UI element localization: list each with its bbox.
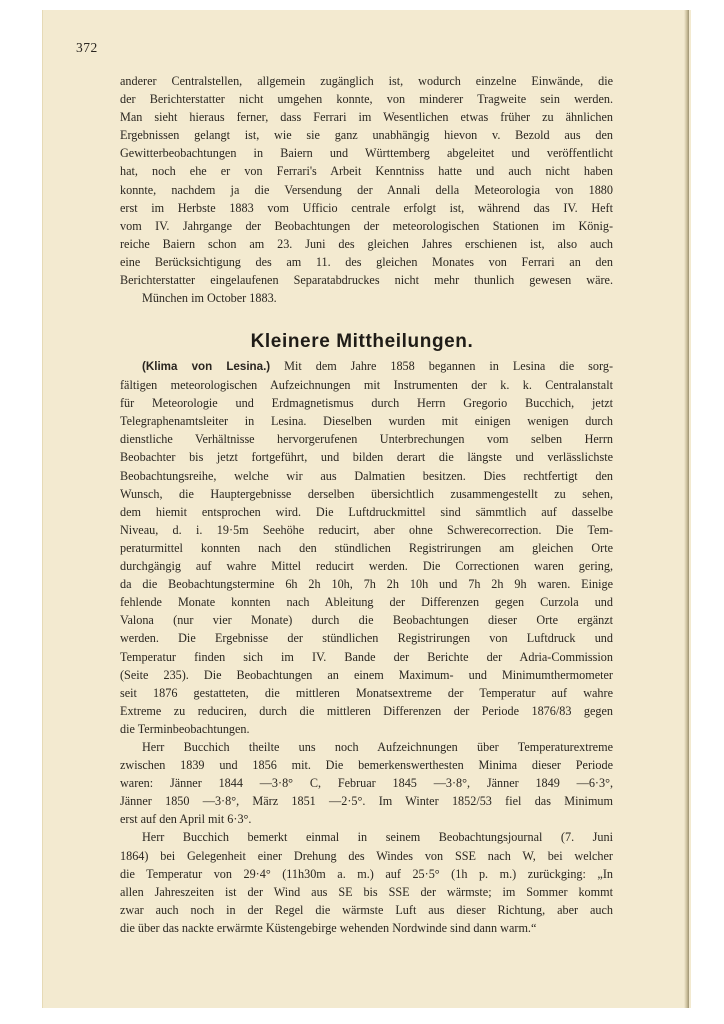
signature-line: München im October 1883. — [142, 291, 277, 306]
text-line: der Berichterstatter nicht umgehen konnte, von minderer Tragweite sein werden. — [120, 92, 613, 107]
text-line: Berichterstatter eingelaufenen Separatabdruckes nicht mehr thunlich gewesen wäre. — [120, 273, 613, 288]
text-line: waren: Jänner 1844 —3·8° C, Februar 1845 —3·8°, Jänner 1849 —6·3°, — [120, 776, 613, 791]
text-line: zwischen 1839 und 1856 mit. Die bemerkenswerthesten Minima dieser Periode — [120, 758, 613, 773]
section-heading: Kleinere Mittheilungen. — [250, 331, 474, 352]
text-line: Niveau, d. i. 19·5m Seehöhe reducirt, aber ohne Schwerecorrection. Die Tem- — [120, 522, 613, 537]
text-line: Beobachtungsreihe, welche wir aus Dalmatien besitzen. Dies rechtfertigt den — [120, 468, 613, 483]
text-line: dem hiemit entsprochen wird. Die Luftdruckmittel sind sämmtlich auf dasselbe — [120, 504, 613, 519]
page-number: 372 — [76, 40, 98, 55]
text-line: erst im Herbste 1883 vom Ufficio centrale erfolgt ist, während das IV. Heft — [120, 200, 613, 215]
text-line: allen Jahreszeiten ist der Wind aus SE bis SSE der wärmste; im Sommer kommt — [120, 884, 613, 899]
text-line: Man sieht hieraus ferner, dass Ferrari im Wesentlichen etwas früher zu ähnlichen — [120, 110, 613, 125]
text-line: Jänner 1850 —3·8°, März 1851 —2·5°. Im Winter 1852/53 fiel das Minimum — [120, 794, 613, 809]
text-line: 1864) bei Gelegenheit einer Drehung des Windes von SSE nach W, bei welcher — [120, 848, 613, 863]
continued-article — [120, 72, 613, 307]
text-line: erst auf den April mit 6·3°. — [120, 812, 252, 827]
text-line: die über das nackte erwärmte Küstengebirge wehenden Nordwinde sind dann warm.“ — [120, 920, 537, 935]
text-line: Valona (nur vier Monate) durch die Beobachtungen dieser Orte ergänzt — [120, 613, 613, 628]
text-line: durchgängig auf wahre Mittel reducirt werden. Die Correctionen waren gering, — [120, 559, 613, 574]
page-edge-shadow — [684, 10, 689, 1008]
text-line: Gewitterbeobachtungen in Baiern und Württemberg abgeleitet und veröffentlicht — [120, 146, 613, 161]
text-line: fältigen meteorologischen Aufzeichnungen mit Instrumenten der k. k. Centralanstalt — [120, 378, 613, 393]
text-line: fehlende Monate konnten nach Ableitung der Differenzen gegen Curzola und — [120, 595, 613, 610]
text-line: Telegraphenamtsleiter in Lesina. Dieselben wurden mit einigen wenigen durch — [120, 414, 613, 429]
text-line: Herr Bucchich theilte uns noch Aufzeichnungen über Temperaturextreme — [142, 739, 613, 754]
paragraph-first-line — [120, 357, 613, 376]
text-line: anderer Centralstellen, allgemein zugänglich ist, wodurch einzelne Einwände, die — [120, 74, 613, 88]
article-klima-von-lesina — [120, 357, 613, 937]
text-line: werden. Die Ergebnisse der stündlichen Registrirungen von Luftdruck und — [120, 631, 613, 646]
text-line: da die Beobachtungstermine 6h 2h 10h, 7h 2h 10h und 7h 2h 9h waren. Einige — [120, 577, 613, 592]
text-line: vom IV. Jahrgange der Beobachtungen der meteorologischen Stationen im König- — [120, 218, 613, 233]
text-line: Wunsch, die Hauptergebnisse derselben übersichtlich zusammengestellt zu sehen, — [120, 486, 613, 501]
text-line: seit 1876 gestatteten, die mittleren Monatsextreme der Temperatur auf wahre — [120, 685, 613, 700]
text-line: hat, noch ehe er von Ferrari's Arbeit Kenntniss hatte und auch nicht haben — [120, 164, 613, 179]
text-line: die Temperatur von 29·4° (11h30m a. m.) auf 25·5° (1h p. m.) zurückging: „In — [120, 866, 613, 881]
text-line: für Meteorologie und Erdmagnetismus durch Herrn Gregorio Bucchich, jetzt — [120, 396, 613, 411]
text-line: eine Berücksichtigung des am 11. des gleichen Monates von Ferrari an den — [120, 254, 613, 269]
text-line: (Seite 235). Die Beobachtungen an einem Maximum- und Minimumthermometer — [120, 667, 613, 682]
text-line: Mit dem Jahre 1858 begannen in Lesina die sorg- — [284, 359, 614, 373]
text-line: Ergebnissen gelangt ist, wie sie ganz unabhängig hievon v. Bezold aus den — [120, 128, 613, 143]
text-line: zwar auch noch in der Regel die wärmste Luft aus dieser Richtung, aber auch — [120, 902, 613, 917]
text-line: Temperatur finden sich im IV. Bande der Berichte der Adria-Commission — [120, 649, 613, 664]
text-line: Beobachter bis jetzt fortgeführt, und bilden derart die längste und verlässlichste — [120, 450, 613, 465]
text-line: Herr Bucchich bemerkt einmal in seinem Beobachtungsjournal (7. Juni — [142, 830, 613, 845]
text-line: die Terminbeobachtungen. — [120, 721, 250, 736]
text-line: dienstliche Verhältnisse hervorgerufenen Unterbrechungen vom selben Herrn — [120, 432, 613, 447]
text-line: reiche Baiern schon am 23. Juni des gleichen Jahres erschienen ist, also auch — [120, 236, 613, 251]
text-line: konnte, nachdem ja die Versendung der Annali della Meteorologia von 1880 — [120, 182, 613, 197]
text-line: peraturmittel konnten nach den stündlichen Registrirungen am gleichen Orte — [120, 540, 613, 555]
text-line: Extreme zu reduciren, durch die mittleren Differenzen der Periode 1876/83 gegen — [120, 703, 613, 718]
article-title: (Klima von Lesina.) — [142, 360, 271, 373]
